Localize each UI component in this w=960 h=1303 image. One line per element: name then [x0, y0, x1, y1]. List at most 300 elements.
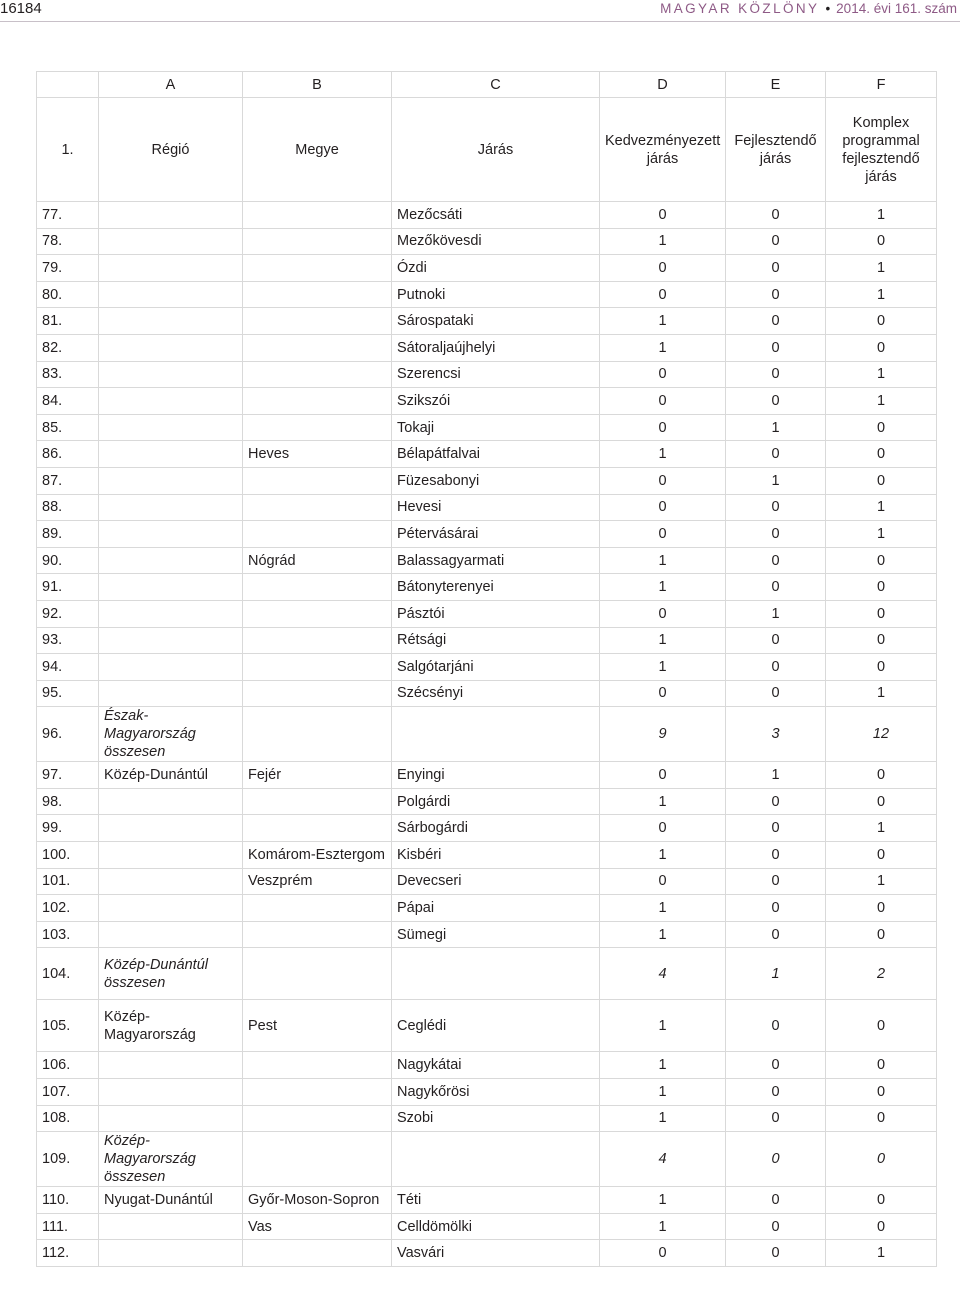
row-number-cell: 87.	[37, 467, 99, 494]
header-district: Járás	[392, 98, 600, 202]
district-cell: Ózdi	[392, 255, 600, 282]
table-row	[37, 414, 937, 441]
district-cell: Szobi	[392, 1105, 600, 1132]
county-cell	[243, 948, 392, 1000]
row-number-cell: 84.	[37, 388, 99, 415]
table-row	[37, 868, 937, 895]
table-row	[37, 1052, 937, 1079]
complex-cell: 0	[826, 547, 937, 574]
preferred-cell: 0	[600, 494, 726, 521]
complex-cell: 1	[826, 494, 937, 521]
table-row	[37, 1000, 937, 1052]
region-cell	[99, 202, 243, 229]
developing-cell: 0	[726, 627, 826, 654]
preferred-cell: 0	[600, 600, 726, 627]
table-row	[37, 654, 937, 681]
preferred-cell: 1	[600, 1000, 726, 1052]
county-cell	[243, 361, 392, 388]
complex-cell: 0	[826, 334, 937, 361]
district-cell: Pápai	[392, 895, 600, 922]
row-number-cell: 104.	[37, 948, 99, 1000]
header-complex: Komplex programmal fejlesztendő járás	[826, 98, 937, 202]
county-cell	[243, 1105, 392, 1132]
column-letter-a: A	[99, 72, 243, 98]
row-number-cell: 80.	[37, 281, 99, 308]
table-row	[37, 334, 937, 361]
district-cell: Tokaji	[392, 414, 600, 441]
district-cell: Szerencsi	[392, 361, 600, 388]
preferred-cell: 0	[600, 521, 726, 548]
district-cell: Enyingi	[392, 762, 600, 789]
row-number-cell: 94.	[37, 654, 99, 681]
row-number-cell: 88.	[37, 494, 99, 521]
running-title	[660, 0, 957, 18]
table-row	[37, 1079, 937, 1106]
county-cell	[243, 600, 392, 627]
county-cell	[243, 921, 392, 948]
developing-cell: 1	[726, 600, 826, 627]
county-cell	[243, 228, 392, 255]
county-cell: Vas	[243, 1213, 392, 1240]
developing-cell: 0	[726, 361, 826, 388]
region-cell	[99, 1240, 243, 1267]
column-letter-row	[37, 72, 937, 98]
preferred-cell: 0	[600, 281, 726, 308]
district-table	[36, 71, 937, 1267]
preferred-cell: 0	[600, 815, 726, 842]
county-cell	[243, 707, 392, 762]
region-cell	[99, 788, 243, 815]
preferred-cell: 4	[600, 1132, 726, 1187]
complex-cell: 1	[826, 1240, 937, 1267]
column-header-row	[37, 98, 937, 202]
column-letter-e: E	[726, 72, 826, 98]
region-cell	[99, 574, 243, 601]
table-row	[37, 228, 937, 255]
row-number-cell: 85.	[37, 414, 99, 441]
table-row	[37, 202, 937, 229]
developing-cell: 0	[726, 334, 826, 361]
region-cell	[99, 361, 243, 388]
complex-cell: 0	[826, 308, 937, 335]
row-number-cell: 100.	[37, 842, 99, 869]
developing-cell: 0	[726, 921, 826, 948]
table-row	[37, 361, 937, 388]
header-developing: Fejlesztendő járás	[726, 98, 826, 202]
preferred-cell: 1	[600, 1213, 726, 1240]
region-cell	[99, 547, 243, 574]
region-cell	[99, 1052, 243, 1079]
county-cell: Komárom-Esztergom	[243, 842, 392, 869]
table-row	[37, 1213, 937, 1240]
county-cell	[243, 521, 392, 548]
complex-cell: 1	[826, 255, 937, 282]
developing-cell: 0	[726, 680, 826, 707]
county-cell	[243, 680, 392, 707]
table-row	[37, 762, 937, 789]
row-number-cell: 86.	[37, 441, 99, 468]
district-cell: Devecseri	[392, 868, 600, 895]
county-cell	[243, 334, 392, 361]
complex-cell: 0	[826, 627, 937, 654]
district-cell	[392, 707, 600, 762]
county-cell	[243, 1240, 392, 1267]
region-cell	[99, 467, 243, 494]
preferred-cell: 1	[600, 627, 726, 654]
district-cell: Szikszói	[392, 388, 600, 415]
district-cell: Pásztói	[392, 600, 600, 627]
district-cell: Füzesabonyi	[392, 467, 600, 494]
row-number-cell: 101.	[37, 868, 99, 895]
table-row	[37, 842, 937, 869]
row-number-cell: 93.	[37, 627, 99, 654]
preferred-cell: 1	[600, 1052, 726, 1079]
preferred-cell: 4	[600, 948, 726, 1000]
district-cell: Ceglédi	[392, 1000, 600, 1052]
county-cell	[243, 255, 392, 282]
complex-cell: 0	[826, 1187, 937, 1214]
column-letter-b: B	[243, 72, 392, 98]
column-letter-f: F	[826, 72, 937, 98]
row-number-cell: 78.	[37, 228, 99, 255]
header-county: Megye	[243, 98, 392, 202]
region-cell	[99, 627, 243, 654]
region-cell	[99, 414, 243, 441]
complex-cell: 0	[826, 441, 937, 468]
row-number-cell: 110.	[37, 1187, 99, 1214]
county-cell	[243, 388, 392, 415]
preferred-cell: 0	[600, 388, 726, 415]
table-row	[37, 600, 937, 627]
developing-cell: 0	[726, 202, 826, 229]
developing-cell: 3	[726, 707, 826, 762]
developing-cell: 0	[726, 308, 826, 335]
district-cell: Nagykátai	[392, 1052, 600, 1079]
district-cell: Bátonyterenyei	[392, 574, 600, 601]
preferred-cell: 0	[600, 255, 726, 282]
county-cell: Fejér	[243, 762, 392, 789]
district-cell: Sárospataki	[392, 308, 600, 335]
developing-cell: 0	[726, 1052, 826, 1079]
region-cell	[99, 1213, 243, 1240]
preferred-cell: 0	[600, 680, 726, 707]
region-cell: Közép-Magyarország	[99, 1000, 243, 1052]
row-number-cell: 83.	[37, 361, 99, 388]
complex-cell: 0	[826, 1052, 937, 1079]
row-number-cell: 108.	[37, 1105, 99, 1132]
district-cell: Téti	[392, 1187, 600, 1214]
table-row	[37, 388, 937, 415]
complex-cell: 0	[826, 762, 937, 789]
complex-cell: 0	[826, 1132, 937, 1187]
row-number-cell: 102.	[37, 895, 99, 922]
complex-cell: 0	[826, 467, 937, 494]
header-row-number: 1.	[37, 98, 99, 202]
preferred-cell: 1	[600, 334, 726, 361]
table-row	[37, 255, 937, 282]
preferred-cell: 1	[600, 842, 726, 869]
county-cell: Győr-Moson-Sopron	[243, 1187, 392, 1214]
district-cell: Hevesi	[392, 494, 600, 521]
row-number-cell: 81.	[37, 308, 99, 335]
complex-cell: 1	[826, 202, 937, 229]
developing-cell: 0	[726, 255, 826, 282]
table-row	[37, 281, 937, 308]
table-row	[37, 1105, 937, 1132]
preferred-cell: 1	[600, 1187, 726, 1214]
developing-cell: 0	[726, 547, 826, 574]
complex-cell: 0	[826, 574, 937, 601]
column-letter-c: C	[392, 72, 600, 98]
preferred-cell: 1	[600, 574, 726, 601]
row-number-cell: 111.	[37, 1213, 99, 1240]
county-cell: Pest	[243, 1000, 392, 1052]
table-row	[37, 494, 937, 521]
region-cell	[99, 228, 243, 255]
region-cell	[99, 388, 243, 415]
developing-cell: 0	[726, 654, 826, 681]
complex-cell: 0	[826, 895, 937, 922]
table-row	[37, 467, 937, 494]
district-cell: Pétervásárai	[392, 521, 600, 548]
header-preferred: Kedvezményezett járás	[600, 98, 726, 202]
complex-cell: 2	[826, 948, 937, 1000]
row-number-cell: 106.	[37, 1052, 99, 1079]
county-cell	[243, 467, 392, 494]
preferred-cell: 0	[600, 1240, 726, 1267]
district-cell: Bélapátfalvai	[392, 441, 600, 468]
region-cell	[99, 255, 243, 282]
preferred-cell: 0	[600, 414, 726, 441]
preferred-cell: 1	[600, 895, 726, 922]
region-cell	[99, 654, 243, 681]
county-cell	[243, 895, 392, 922]
table-row	[37, 627, 937, 654]
complex-cell: 1	[826, 680, 937, 707]
table-total-row	[37, 948, 937, 1000]
district-cell: Sümegi	[392, 921, 600, 948]
preferred-cell: 0	[600, 467, 726, 494]
district-cell: Salgótarjáni	[392, 654, 600, 681]
district-cell: Vasvári	[392, 1240, 600, 1267]
complex-cell: 1	[826, 815, 937, 842]
developing-cell: 0	[726, 1000, 826, 1052]
region-cell	[99, 600, 243, 627]
header-region: Régió	[99, 98, 243, 202]
region-cell	[99, 680, 243, 707]
developing-cell: 0	[726, 1187, 826, 1214]
county-cell	[243, 1132, 392, 1187]
preferred-cell: 1	[600, 547, 726, 574]
title-separator: •	[825, 1, 831, 16]
complex-cell: 0	[826, 654, 937, 681]
county-cell: Veszprém	[243, 868, 392, 895]
developing-cell: 0	[726, 228, 826, 255]
district-cell: Polgárdi	[392, 788, 600, 815]
page-header	[0, 0, 960, 22]
district-cell: Kisbéri	[392, 842, 600, 869]
developing-cell: 1	[726, 414, 826, 441]
complex-cell: 0	[826, 788, 937, 815]
row-number-cell: 97.	[37, 762, 99, 789]
preferred-cell: 0	[600, 762, 726, 789]
district-cell	[392, 948, 600, 1000]
developing-cell: 0	[726, 388, 826, 415]
region-cell	[99, 815, 243, 842]
preferred-cell: 0	[600, 202, 726, 229]
developing-cell: 1	[726, 948, 826, 1000]
county-cell	[243, 627, 392, 654]
row-number-cell: 105.	[37, 1000, 99, 1052]
row-number-cell: 90.	[37, 547, 99, 574]
county-cell	[243, 202, 392, 229]
row-number-cell: 107.	[37, 1079, 99, 1106]
row-number-cell: 77.	[37, 202, 99, 229]
row-number-cell: 98.	[37, 788, 99, 815]
column-letter-d: D	[600, 72, 726, 98]
region-cell	[99, 521, 243, 548]
region-cell	[99, 1105, 243, 1132]
journal-title: MAGYAR KÖZLÖNY	[660, 1, 820, 16]
row-number-cell: 99.	[37, 815, 99, 842]
developing-cell: 0	[726, 1132, 826, 1187]
preferred-cell: 1	[600, 308, 726, 335]
county-cell	[243, 308, 392, 335]
region-cell: Közép-Magyarország összesen	[99, 1132, 243, 1187]
table-row	[37, 521, 937, 548]
region-cell	[99, 842, 243, 869]
district-cell: Putnoki	[392, 281, 600, 308]
complex-cell: 1	[826, 388, 937, 415]
developing-cell: 1	[726, 762, 826, 789]
region-cell: Közép-Dunántúl	[99, 762, 243, 789]
county-cell: Heves	[243, 441, 392, 468]
complex-cell: 1	[826, 521, 937, 548]
county-cell	[243, 281, 392, 308]
developing-cell: 0	[726, 788, 826, 815]
district-cell: Mezőkövesdi	[392, 228, 600, 255]
region-cell	[99, 494, 243, 521]
developing-cell: 0	[726, 1213, 826, 1240]
preferred-cell: 9	[600, 707, 726, 762]
page-number: 16184	[0, 0, 42, 17]
developing-cell: 0	[726, 1105, 826, 1132]
table-total-row	[37, 707, 937, 762]
complex-cell: 0	[826, 921, 937, 948]
county-cell	[243, 788, 392, 815]
row-number-cell: 92.	[37, 600, 99, 627]
county-cell	[243, 414, 392, 441]
preferred-cell: 1	[600, 441, 726, 468]
region-cell	[99, 441, 243, 468]
region-cell: Nyugat-Dunántúl	[99, 1187, 243, 1214]
complex-cell: 0	[826, 600, 937, 627]
table-row	[37, 441, 937, 468]
preferred-cell: 1	[600, 788, 726, 815]
district-cell: Nagykőrösi	[392, 1079, 600, 1106]
complex-cell: 0	[826, 1105, 937, 1132]
table-row	[37, 815, 937, 842]
region-cell	[99, 895, 243, 922]
developing-cell: 0	[726, 281, 826, 308]
table-row	[37, 308, 937, 335]
preferred-cell: 1	[600, 654, 726, 681]
preferred-cell: 1	[600, 1105, 726, 1132]
complex-cell: 0	[826, 414, 937, 441]
complex-cell: 1	[826, 868, 937, 895]
county-cell: Nógrád	[243, 547, 392, 574]
row-number-cell: 82.	[37, 334, 99, 361]
complex-cell: 0	[826, 228, 937, 255]
district-cell: Szécsényi	[392, 680, 600, 707]
developing-cell: 0	[726, 521, 826, 548]
complex-cell: 1	[826, 281, 937, 308]
district-cell: Balassagyarmati	[392, 547, 600, 574]
preferred-cell: 1	[600, 1079, 726, 1106]
county-cell	[243, 494, 392, 521]
county-cell	[243, 1052, 392, 1079]
corner-cell	[37, 72, 99, 98]
county-cell	[243, 815, 392, 842]
table-row	[37, 1240, 937, 1267]
region-cell	[99, 281, 243, 308]
district-cell	[392, 1132, 600, 1187]
developing-cell: 0	[726, 1240, 826, 1267]
table-row	[37, 574, 937, 601]
developing-cell: 0	[726, 1079, 826, 1106]
table-total-row	[37, 1132, 937, 1187]
table-row	[37, 921, 937, 948]
region-cell	[99, 334, 243, 361]
row-number-cell: 109.	[37, 1132, 99, 1187]
table-row	[37, 680, 937, 707]
table-row	[37, 788, 937, 815]
developing-cell: 0	[726, 441, 826, 468]
table-row	[37, 895, 937, 922]
region-cell	[99, 308, 243, 335]
district-cell: Rétsági	[392, 627, 600, 654]
header-rule	[0, 21, 960, 22]
developing-cell: 1	[726, 467, 826, 494]
row-number-cell: 96.	[37, 707, 99, 762]
region-cell: Észak-Magyarország összesen	[99, 707, 243, 762]
complex-cell: 1	[826, 361, 937, 388]
region-cell	[99, 1079, 243, 1106]
complex-cell: 0	[826, 842, 937, 869]
row-number-cell: 89.	[37, 521, 99, 548]
preferred-cell: 0	[600, 361, 726, 388]
table-row	[37, 1187, 937, 1214]
district-cell: Celldömölki	[392, 1213, 600, 1240]
district-cell: Sárbogárdi	[392, 815, 600, 842]
county-cell	[243, 654, 392, 681]
complex-cell: 0	[826, 1000, 937, 1052]
developing-cell: 0	[726, 895, 826, 922]
developing-cell: 0	[726, 842, 826, 869]
row-number-cell: 91.	[37, 574, 99, 601]
complex-cell: 12	[826, 707, 937, 762]
district-cell: Mezőcsáti	[392, 202, 600, 229]
preferred-cell: 0	[600, 868, 726, 895]
row-number-cell: 103.	[37, 921, 99, 948]
row-number-cell: 112.	[37, 1240, 99, 1267]
developing-cell: 0	[726, 494, 826, 521]
preferred-cell: 1	[600, 228, 726, 255]
county-cell	[243, 574, 392, 601]
table-row	[37, 547, 937, 574]
county-cell	[243, 1079, 392, 1106]
developing-cell: 0	[726, 574, 826, 601]
